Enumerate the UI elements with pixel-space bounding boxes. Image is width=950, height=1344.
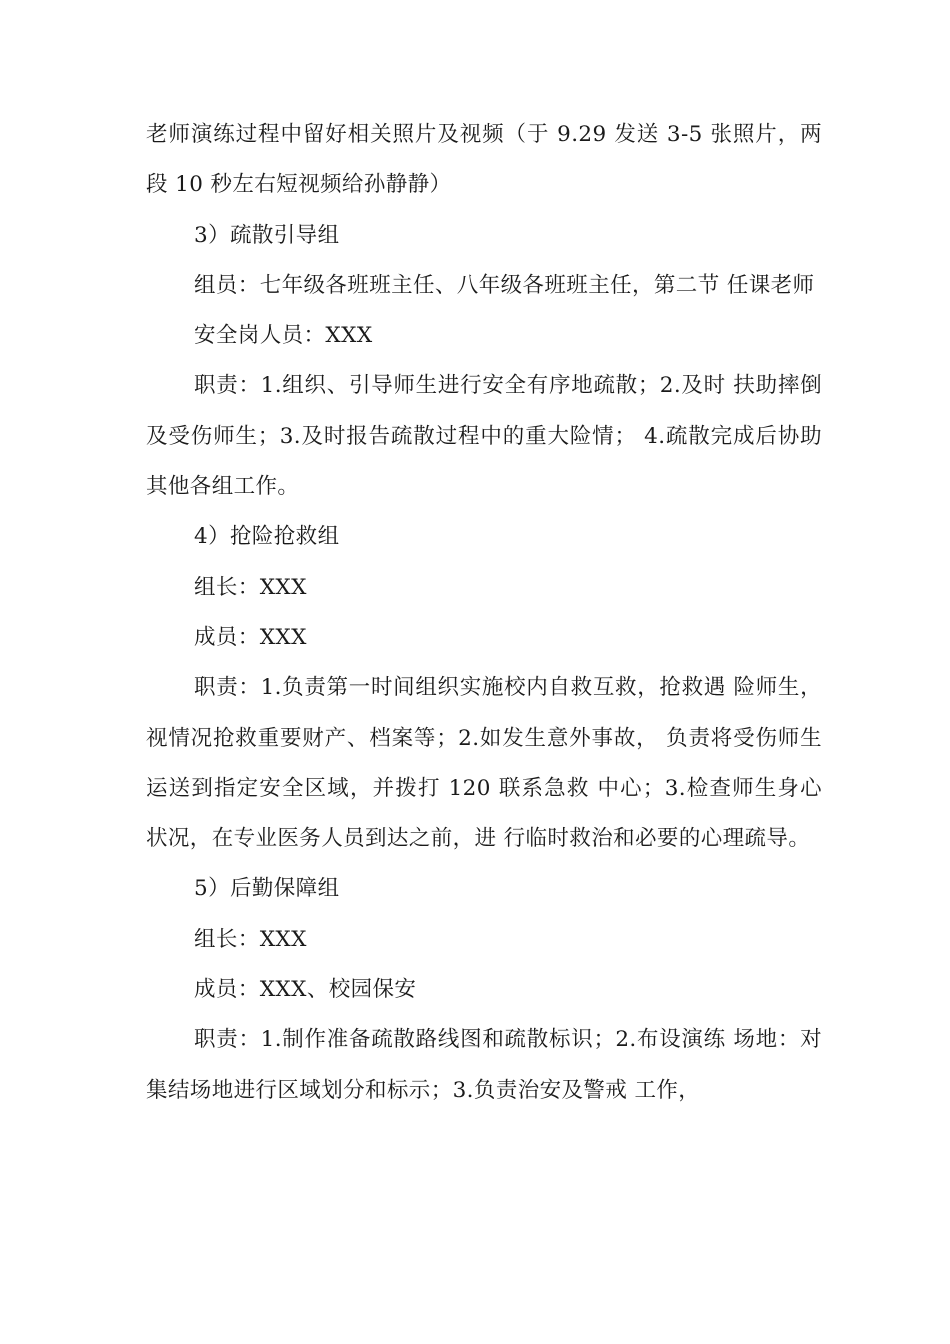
document-page [146,110,822,1116]
paragraph-rescue-duties: 职责：1.负责第一时间组织实施校内自救互救，抢救遇 险师生，视情况抢救重要财产、档案等；2.如发生意外事故， 负责将受伤师生运送到指定安全区域，并拨打 120 联系急救 中心；3.检查师生身心状况，在专业医务人员到达之前，进 行临时救治和必要的心理疏导。 [146,675,822,852]
paragraph-rescue-members: 成员：XXX [194,624,307,650]
paragraph-safety-post-staff: 安全岗人员：XXX [194,323,373,349]
paragraph-logistics-leader: 组长：XXX [194,926,307,952]
paragraph-logistics-members: 成员：XXX、校园保安 [194,977,417,1003]
paragraph-evacuation-duties: 职责：1.组织、引导师生进行安全有序地疏散；2.及时 扶助摔倒及受伤师生；3.及时报告疏散过程中的重大险情； 4.疏散完成后协助其他各组工作。 [146,373,822,500]
heading-rescue-group: 4）抢险抢救组 [194,524,340,550]
paragraph-photo-video-note: 老师演练过程中留好相关照片及视频（于 9.29 发送 3-5 张照片，两段 10 秒左右短视频给孙静静） [146,122,822,198]
heading-evacuation-guide-group: 3）疏散引导组 [194,222,340,248]
heading-logistics-group: 5）后勤保障组 [194,876,340,902]
paragraph-rescue-leader: 组长：XXX [194,574,307,600]
paragraph-logistics-duties: 职责：1.制作准备疏散路线图和疏散标识；2.布设演练 场地：对集结场地进行区域划分和标示；3.负责治安及警戒 工作， [146,1027,822,1103]
paragraph-evacuation-members: 组员：七年级各班班主任、八年级各班班主任，第二节 任课老师 [194,272,815,298]
